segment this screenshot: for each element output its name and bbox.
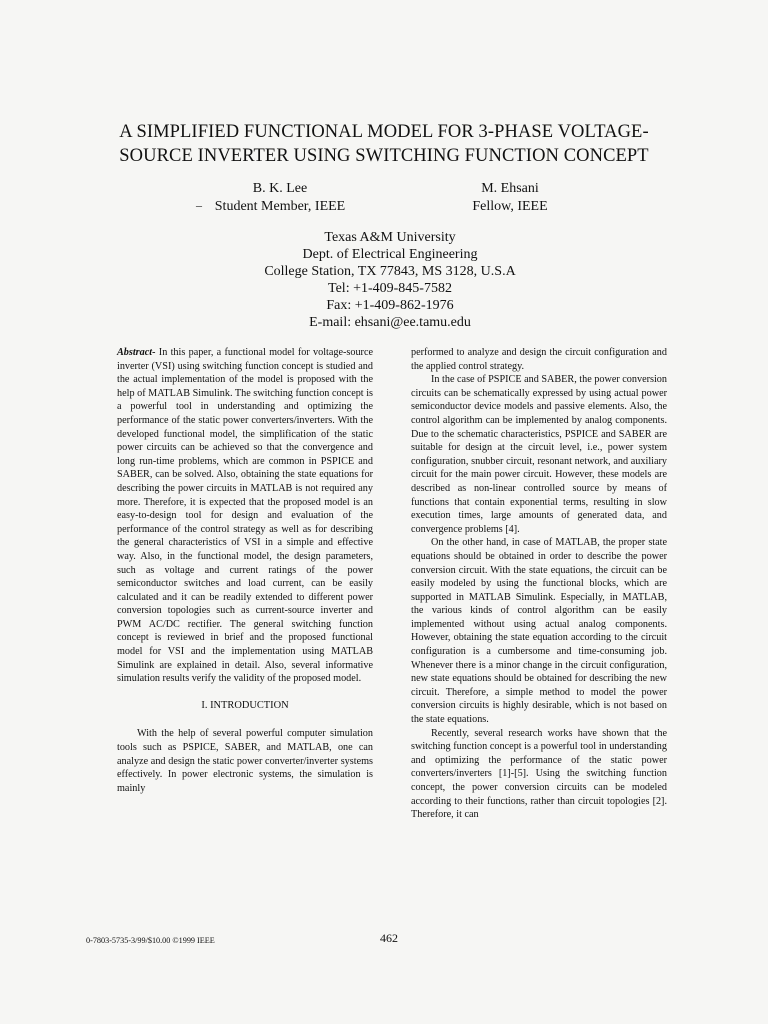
author-1-name: B. K. Lee bbox=[252, 181, 308, 196]
title-line-2: SOURCE INVERTER USING SWITCHING FUNCTION CONCEPT bbox=[119, 146, 649, 166]
page-number: 462 bbox=[380, 931, 398, 945]
affiliation-email: E-mail: ehsani@ee.tamu.edu bbox=[309, 315, 471, 330]
right-paragraph-3: Recently, several research works have shown that the switching function concept is a powerful tool in understanding and optimizing the performance of the static power converters/inverters [1]-[5]. Using the switching function concept, the power conversion circuits can be modeled according to their functions, rather than circuit topologies [2]. Therefore, it can bbox=[411, 727, 667, 821]
affiliation-fax: Fax: +1-409-862-1976 bbox=[326, 298, 454, 313]
abstract-label: Abstract- bbox=[117, 347, 156, 358]
author-1-role: Student Member, IEEE bbox=[214, 199, 346, 214]
abstract-text: In this paper, a functional model for voltage-source inverter (VSI) using switching function concept is studied and the actual implementation of the model is proposed with the help of MATLAB Simulink. The switching function concept is a powerful tool in understanding and optimizing the performance of the static power converters/inverters. With the developed functional model, the simplification of the static power circuits can be achieved so that the convergence and long run-time problems, which are common in PSPICE and SABER, can be solved. Also, obtaining the state equations for describing the power circuits in MATLAB is not required any more. Therefore, it is expected that the proposed model is an easy-to-design tool for design and evaluation of the performance of the control strategy as well as for describing the general characteristics of VSI in a simple and effective way. Also, in the functional model, the design parameters, such as voltage and current ratings of the power semiconductor switches and load current, can be easily calculated and it can be readily extended to different power conversion topologies such as current-source inverter and PWM AC/DC rectifier. The general switching function concept is reviewed in brief and the proposed functional model for VSI and the implementation using MATLAB Simulink are explained in detail. Also, several informative simulation results verify the validity of the proposed model. bbox=[117, 347, 373, 685]
footer-copyright: 0-7803-5735-3/99/$10.00 ©1999 IEEE bbox=[86, 936, 215, 945]
affiliation-address: College Station, TX 77843, MS 3128, U.S.A bbox=[264, 264, 516, 279]
affiliation-university: Texas A&M University bbox=[324, 230, 456, 245]
section-heading-introduction: I. INTRODUCTION bbox=[201, 699, 289, 711]
paper-title bbox=[60, 120, 708, 168]
title-line-1: A SIMPLIFIED FUNCTIONAL MODEL FOR 3-PHASE VOLTAGE- bbox=[119, 122, 649, 142]
right-paragraph-0: performed to analyze and design the circuit configuration and the applied control strategy. bbox=[411, 347, 667, 372]
right-paragraph-1: In the case of PSPICE and SABER, the power conversion circuits can be schematically expressed by using actual power semiconductor device models and passive elements. Also, the control algorithm can be implemented by analog components. Due to the schematic characteristics, PSPICE and SABER are suitable for design at the circuit level, i.e., power system configuration, snubber circuit, resonant network, and auxiliary circuit for the main power circuit. However, these models are described as non-linear controlled source by means of functions that contain exponential terms, resulting in slow execution times, large amounts of generated data, and convergence problems [4]. bbox=[411, 374, 667, 535]
author-1 bbox=[200, 180, 360, 216]
intro-paragraph-1: With the help of several powerful computer simulation tools such as PSPICE, SABER, and MATLAB, one can analyze and design the static power converter/inverter systems effectively. In power electronic systems, the simulation is mainly bbox=[117, 728, 373, 794]
affiliation-tel: Tel: +1-409-845-7582 bbox=[328, 281, 452, 296]
author-2 bbox=[430, 180, 590, 216]
right-column bbox=[411, 346, 667, 822]
affiliation-dept: Dept. of Electrical Engineering bbox=[302, 247, 478, 262]
stray-dash-mark: – bbox=[196, 198, 202, 212]
affiliation-block bbox=[200, 229, 580, 331]
author-2-role: Fellow, IEEE bbox=[472, 199, 548, 214]
left-column bbox=[117, 346, 373, 795]
author-2-name: M. Ehsani bbox=[481, 181, 539, 196]
abstract-paragraph bbox=[117, 346, 373, 686]
right-paragraph-2: On the other hand, in case of MATLAB, the proper state equations should be obtained in order to describe the power conversion circuit. With the state equations, the circuit can be easily modeled by using the functional blocks, which are supported in MATLAB Simulink. Especially, in MATLAB, the various kinds of control algorithm can be easily implemented without using actual analog components. However, obtaining the state equation according to the circuit configuration is a cumbersome and time-consuming job. Whenever there is a minor change in the circuit configuration, new state equations should be obtained for describing the new circuit. Therefore, a simple method to model the power conversion circuits is highly desirable, which is not based on the state equations. bbox=[411, 537, 667, 726]
